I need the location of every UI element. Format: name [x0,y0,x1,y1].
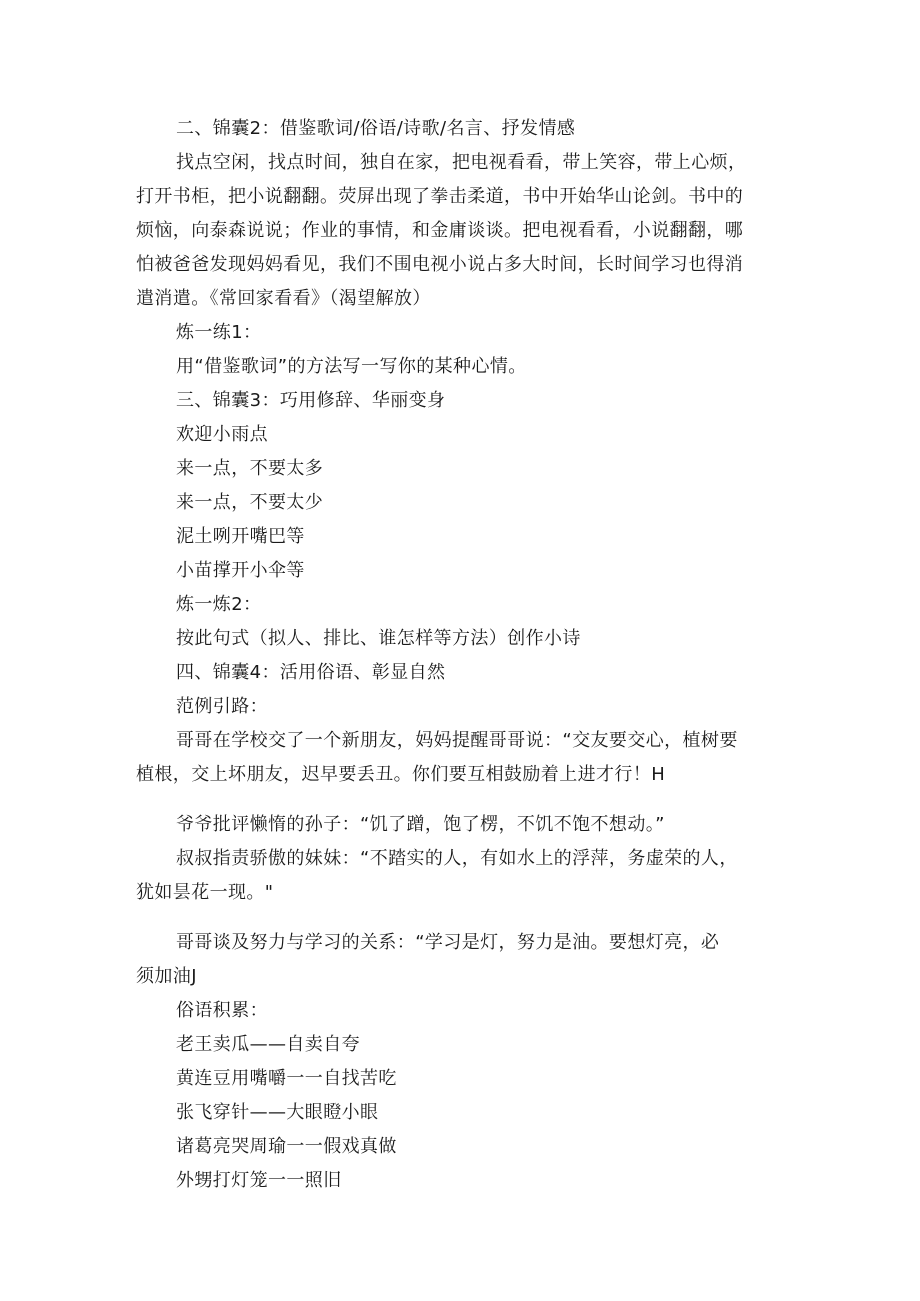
exercise-label-2: 炼一炼2： [176,594,262,615]
example-line: 叔叔指责骄傲的妹妹：“不踏实的人，有如水上的浮萍，务虚荣的人， [176,848,738,869]
example-line: 犹如昙花一现。" [136,882,274,903]
document-body [136,112,796,1198]
section-heading-2: 二、锦囊2：借鉴歌词/俗语/诗歌/名言、抒发情感 [176,118,576,139]
poem-line: 泥土咧开嘴巴等 [176,526,305,547]
example-label: 范例引路： [176,696,268,717]
poem-line: 欢迎小雨点 [176,424,268,445]
poem-line: 来一点，不要太少 [176,492,324,513]
example-line: 爷爷批评懒惰的孙子：“饥了蹭，饱了楞，不饥不饱不想动。” [176,814,665,835]
spacer [176,910,796,926]
section-heading-3: 三、锦囊3：巧用修辞、华丽变身 [176,390,446,411]
proverb-item: 张飞穿针——大眼瞪小眼 [176,1102,379,1123]
poem-line: 来一点，不要太多 [176,458,324,479]
proverb-item: 外甥打灯笼一一照旧 [176,1170,342,1191]
paragraph-line: 遣消遣。《常回家看看》（渴望解放） [136,288,431,309]
exercise-instruction-1: 用“借鉴歌词”的方法写一写你的某种心情。 [176,356,527,377]
proverb-item: 老王卖瓜——自卖自夸 [176,1034,360,1055]
example-line: 哥哥谈及努力与学习的关系：“学习是灯，努力是油。要想灯亮，必 [176,932,720,953]
paragraph-line: 打开书柜，把小说翻翻。荧屏出现了拳击柔道，书中开始华山论剑。书中的 [136,186,744,207]
section-heading-4: 四、锦囊4：活用俗语、彰显自然 [176,662,446,683]
paragraph-line: 怕被爸爸发现妈妈看见，我们不围电视小说占多大时间，长时间学习也得消 [136,254,744,275]
spacer [176,792,796,808]
poem-line: 小苗撑开小伞等 [176,560,305,581]
exercise-instruction-2: 按此句式（拟人、排比、谁怎样等方法）创作小诗 [176,628,581,649]
example-line: 哥哥在学校交了一个新朋友，妈妈提醒哥哥说：“交友要交心，植树要 [176,730,738,751]
example-line: 须加油J [136,966,197,987]
paragraph-line: 烦恼，向泰森说说；作业的事情，和金庸谈谈。把电视看看，小说翻翻，哪 [136,220,744,241]
proverb-item: 黄连豆用嘴嚼一一自找苦吃 [176,1068,397,1089]
proverb-item: 诸葛亮哭周瑜一一假戏真做 [176,1136,397,1157]
proverb-label: 俗语积累： [176,1000,268,1021]
exercise-label-1: 炼一练1： [176,322,262,343]
paragraph-line: 找点空闲，找点时间，独自在家，把电视看看，带上笑容，带上心烦， [176,152,747,173]
example-line: 植根，交上坏朋友，迟早要丢丑。你们要互相鼓励着上进才行！H [136,764,666,785]
